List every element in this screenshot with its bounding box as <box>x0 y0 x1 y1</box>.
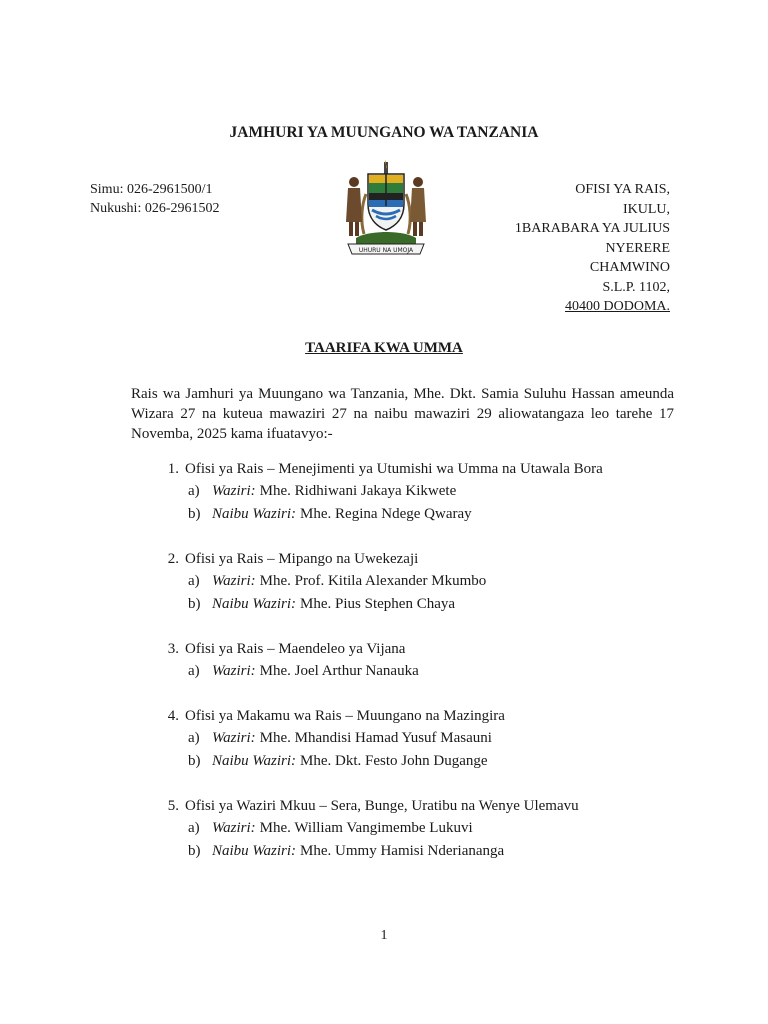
country-heading: JAMHURI YA MUUNGANO WA TANZANIA <box>229 124 539 141</box>
appointee-name: Mhe. Mhandisi Hamad Yusuf Masauni <box>259 730 492 746</box>
ministry-item <box>131 638 691 683</box>
notice-intro: Rais wa Jamhuri ya Muungano wa Tanzania, Mhe. Dkt. Samia Suluhu Hassan ameunda Wizara 27 na kuteua mawaziri 27 na naibu mawaziri 29 aliowatangaza leo tarehe 17 Novemba, 2025 kama ifuatavyo:- <box>131 386 674 442</box>
address-line: S.L.P. 1102, <box>602 279 670 295</box>
contact-info <box>90 180 220 218</box>
address-line: CHAMWINO <box>589 260 670 275</box>
appointee-name: Mhe. Pius Stephen Chaya <box>300 596 456 612</box>
ministry-item <box>131 795 691 863</box>
appointment-letter: a) <box>188 573 200 589</box>
appointee-name: Mhe. Prof. Kitila Alexander Mkumbo <box>259 573 487 589</box>
ministry-item <box>131 705 691 773</box>
appointment <box>131 840 691 863</box>
address-line: IKULU, <box>622 201 670 217</box>
appointee-name: Mhe. Dkt. Festo John Dugange <box>300 753 488 769</box>
address-line: NYERERE <box>605 240 670 256</box>
appointment <box>131 503 691 526</box>
appointment-letter: b) <box>188 753 201 769</box>
appointment-letter: a) <box>188 820 200 836</box>
ministry-name: Ofisi ya Makamu wa Rais – Muungano na Mazingira <box>185 708 505 724</box>
phone-number: Simu: 026-2961500/1 <box>90 182 213 197</box>
ministry-number: 5. <box>167 798 179 814</box>
notice-title: TAARIFA KWA UMMA <box>305 340 463 356</box>
appointee-name: Mhe. Regina Ndege Qwaray <box>300 506 472 522</box>
appointment-role: Naibu Waziri: <box>212 753 297 769</box>
office-address <box>515 180 670 317</box>
appointment-letter: a) <box>188 730 200 746</box>
appointment <box>131 593 691 616</box>
address-line: 40400 DODOMA. <box>565 299 670 314</box>
appointment-letter: a) <box>188 663 200 679</box>
appointee-name: Mhe. Ummy Hamisi Nderiananga <box>300 843 505 859</box>
ministry-item <box>131 458 691 526</box>
ministry-name: Ofisi ya Waziri Mkuu – Sera, Bunge, Uratibu na Wenye Ulemavu <box>185 798 579 814</box>
page-number: 1 <box>380 928 388 943</box>
appointee-name: Mhe. William Vangimembe Lukuvi <box>259 820 473 836</box>
appointment <box>131 750 691 773</box>
appointment-role: Waziri: <box>212 573 256 589</box>
address-line: 1BARABARA YA JULIUS <box>514 221 670 236</box>
appointment <box>131 817 691 840</box>
ministry-number: 1. <box>167 461 179 477</box>
ministry-number: 4. <box>167 708 179 724</box>
appointment-role: Naibu Waziri: <box>212 596 297 612</box>
appointment-role: Naibu Waziri: <box>212 843 297 859</box>
appointment-role: Waziri: <box>212 820 256 836</box>
appointment-letter: b) <box>188 506 201 522</box>
appointment <box>131 660 691 683</box>
appointee-name: Mhe. Ridhiwani Jakaya Kikwete <box>259 483 457 499</box>
ministry-number: 3. <box>167 641 179 657</box>
ministry-number: 2. <box>167 551 179 567</box>
ministry-name: Ofisi ya Rais – Mipango na Uwekezaji <box>185 551 419 567</box>
emblem-motto: UHURU NA UMOJA <box>358 247 414 254</box>
ministry-list <box>131 458 691 885</box>
appointment <box>131 570 691 593</box>
ministry-name: Ofisi ya Rais – Maendeleo ya Vijana <box>185 641 406 657</box>
appointment-role: Waziri: <box>212 483 256 499</box>
coat-of-arms-icon <box>338 160 434 256</box>
appointment-role: Waziri: <box>212 730 256 746</box>
appointment-role: Naibu Waziri: <box>212 506 297 522</box>
ministry-item <box>131 548 691 616</box>
appointment-letter: a) <box>188 483 200 499</box>
appointment <box>131 480 691 503</box>
address-line: OFISI YA RAIS, <box>575 182 670 197</box>
ministry-name: Ofisi ya Rais – Menejimenti ya Utumishi wa Umma na Utawala Bora <box>185 461 603 477</box>
appointment-letter: b) <box>188 843 201 859</box>
appointment <box>131 727 691 750</box>
fax-number: Nukushi: 026-2961502 <box>90 201 220 216</box>
appointment-role: Waziri: <box>212 663 256 679</box>
appointee-name: Mhe. Joel Arthur Nanauka <box>259 663 419 679</box>
appointment-letter: b) <box>188 596 201 612</box>
